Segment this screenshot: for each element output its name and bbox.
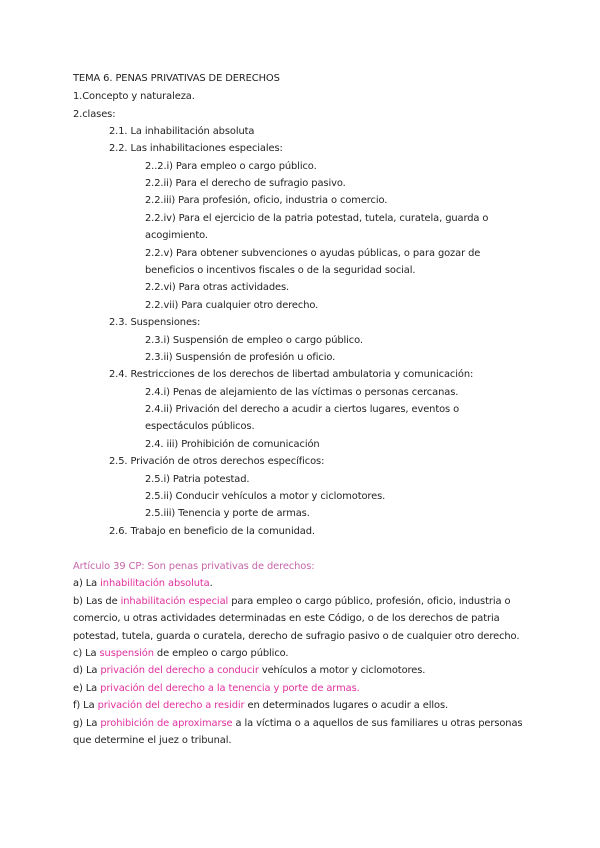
outline-subitem: 2.3.ii) Suspensión de profesión u oficio.: [145, 352, 336, 363]
document-title: TEMA 6. PENAS PRIVATIVAS DE DERECHOS: [73, 73, 280, 84]
outline-subitem: 2.2.iii) Para profesión, oficio, industria o comercio.: [145, 195, 388, 206]
article-item-g: [73, 717, 522, 731]
highlighted-term: suspensión: [99, 648, 154, 659]
article-item-d: [73, 664, 425, 678]
outline-item: 2.5. Privación de otros derechos específicos:: [109, 456, 325, 467]
outline-item: 2.1. La inhabilitación absoluta: [109, 126, 255, 137]
outline-subitem: 2.2.ii) Para el derecho de sufragio pasivo.: [145, 178, 346, 189]
item-text: de empleo o cargo público.: [153, 648, 289, 659]
highlighted-term: inhabilitación absoluta: [100, 578, 210, 589]
outline-item: 2.6. Trabajo en beneficio de la comunidad.: [109, 526, 315, 537]
highlighted-term: privación del derecho a residir: [97, 700, 245, 711]
outline-subitem: 2.2.v) Para obtener subvenciones o ayudas públicas, o para gozar de: [145, 248, 481, 259]
outline-subitem-cont: espectáculos públicos.: [145, 421, 255, 432]
outline-subitem: 2.2.iv) Para el ejercicio de la patria potestad, tutela, curatela, guarda o: [145, 213, 489, 224]
item-prefix: b) Las de: [73, 596, 121, 607]
outline-subitem-cont: beneficios o incentivos fiscales o de la seguridad social.: [145, 265, 416, 276]
outline-item: 2.4. Restricciones de los derechos de libertad ambulatoria y comunicación:: [109, 369, 474, 380]
item-prefix: f) La: [73, 700, 98, 711]
article-item-b: [73, 595, 510, 609]
item-text: a la víctima o a aquellos de sus familiares u otras personas: [232, 718, 523, 729]
highlighted-term: inhabilitación especial: [120, 596, 229, 607]
outline-item: 2.2. Las inhabilitaciones especiales:: [109, 143, 283, 154]
item-prefix: d) La: [73, 665, 101, 676]
highlighted-term: privación del derecho a la tenencia y porte de armas.: [100, 683, 360, 694]
outline-subitem: 2.5.iii) Tenencia y porte de armas.: [145, 508, 310, 519]
outline-subitem: 2.4.ii) Privación del derecho a acudir a ciertos lugares, eventos o: [145, 404, 460, 415]
outline-subitem: 2.5.i) Patria potestad.: [145, 474, 250, 485]
item-text: vehículos a motor y ciclomotores.: [258, 665, 426, 676]
item-text: para empleo o cargo público, profesión, oficio, industria o: [228, 596, 511, 607]
highlighted-term: privación del derecho a conducir: [100, 665, 259, 676]
outline-item: 2.clases:: [73, 109, 116, 120]
article-item-c: [73, 647, 288, 661]
outline-subitem: 2.5.ii) Conducir vehículos a motor y ciclomotores.: [145, 491, 386, 502]
item-prefix: g) La: [73, 718, 101, 729]
article-heading: Artículo 39 CP: Son penas privativas de derechos:: [73, 561, 315, 572]
outline-subitem: 2.4.i) Penas de alejamiento de las víctimas o personas cercanas.: [145, 387, 459, 398]
item-prefix: e) La: [73, 683, 101, 694]
highlighted-term: prohibición de aproximarse: [100, 718, 233, 729]
item-prefix: a) La: [73, 578, 101, 589]
outline-subitem-cont: acogimiento.: [145, 230, 208, 241]
outline-item: 2.3. Suspensiones:: [109, 317, 201, 328]
outline-subitem: 2.4. iii) Prohibición de comunicación: [145, 439, 320, 450]
outline-item: 1.Concepto y naturaleza.: [73, 91, 195, 102]
article-item-a: [73, 577, 213, 591]
article-item-e: [73, 682, 360, 696]
outline-subitem: 2.3.i) Suspensión de empleo o cargo público.: [145, 335, 363, 346]
outline-subitem: 2..2.i) Para empleo o cargo público.: [145, 161, 317, 172]
article-item-g-cont: que determine el juez o tribunal.: [73, 735, 232, 746]
outline-subitem: 2.2.vii) Para cualquier otro derecho.: [145, 300, 319, 311]
item-text: en determinados lugares o acudir a ellos.: [244, 700, 449, 711]
article-item-b-cont: comercio, u otras actividades determinadas en este Código, o de los derechos de patria: [73, 613, 500, 624]
outline-subitem: 2.2.vi) Para otras actividades.: [145, 282, 290, 293]
article-item-f: [73, 699, 448, 713]
item-text: .: [209, 578, 213, 589]
item-prefix: c) La: [73, 648, 100, 659]
article-item-b-cont: potestad, tutela, guarda o curatela, derecho de sufragio pasivo o de cualquier otro derecho.: [73, 631, 520, 642]
